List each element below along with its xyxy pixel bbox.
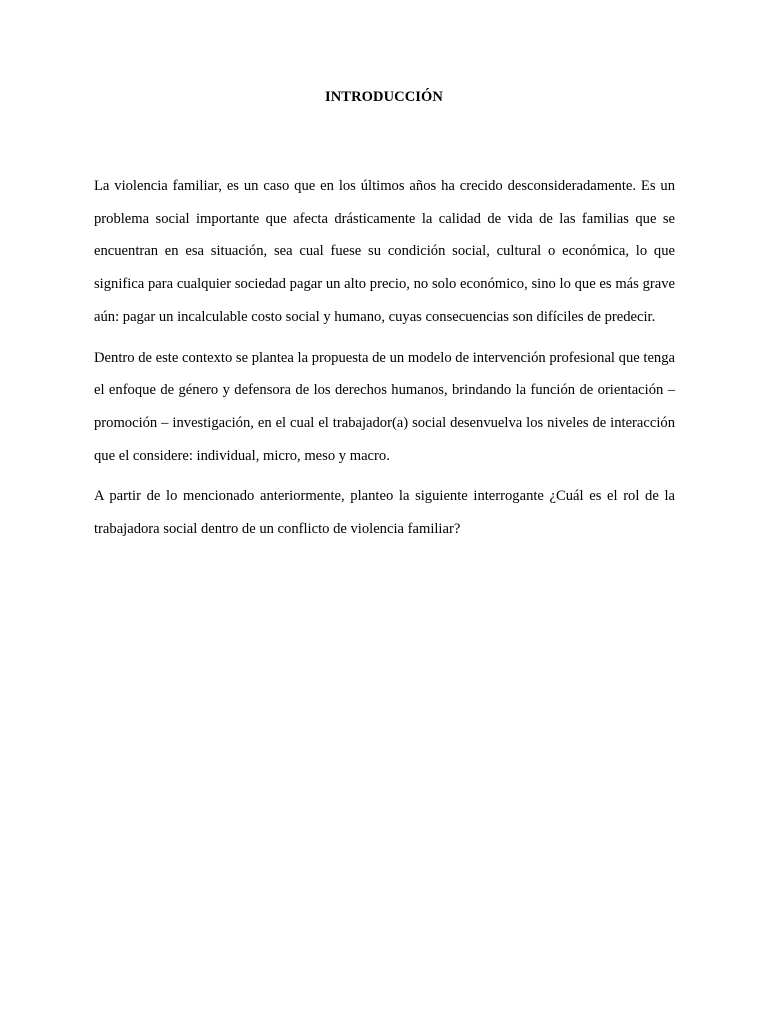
document-body bbox=[94, 170, 675, 554]
paragraph-2: Dentro de este contexto se plantea la propuesta de un modelo de intervención profesional que tenga el enfoque de género y defensora de los derechos humanos, brindando la función de orientación – promoción – investigación, en el cual el trabajador(a) social desenvuelva los niveles de interacción que el considere: individual, micro, meso y macro. bbox=[94, 349, 675, 464]
paragraph-1: La violencia familiar, es un caso que en los últimos años ha crecido desconsideradamente. Es un problema social importante que afecta drásticamente la calidad de vida de las familias que se encuentran en esa situación, sea cual fuese su condición social, cultural o económica, lo que significa para cualquier sociedad pagar un alto precio, no solo económico, sino lo que es más grave aún: pagar un incalculable costo social y humano, cuyas consecuencias son difíciles de predecir. bbox=[94, 178, 675, 325]
paragraph-3: A partir de lo mencionado anteriormente, planteo la siguiente interrogante ¿Cuál es el rol de la trabajadora social dentro de un conflicto de violencia familiar? bbox=[94, 488, 675, 538]
page-title: INTRODUCCIÓN bbox=[324, 89, 443, 105]
